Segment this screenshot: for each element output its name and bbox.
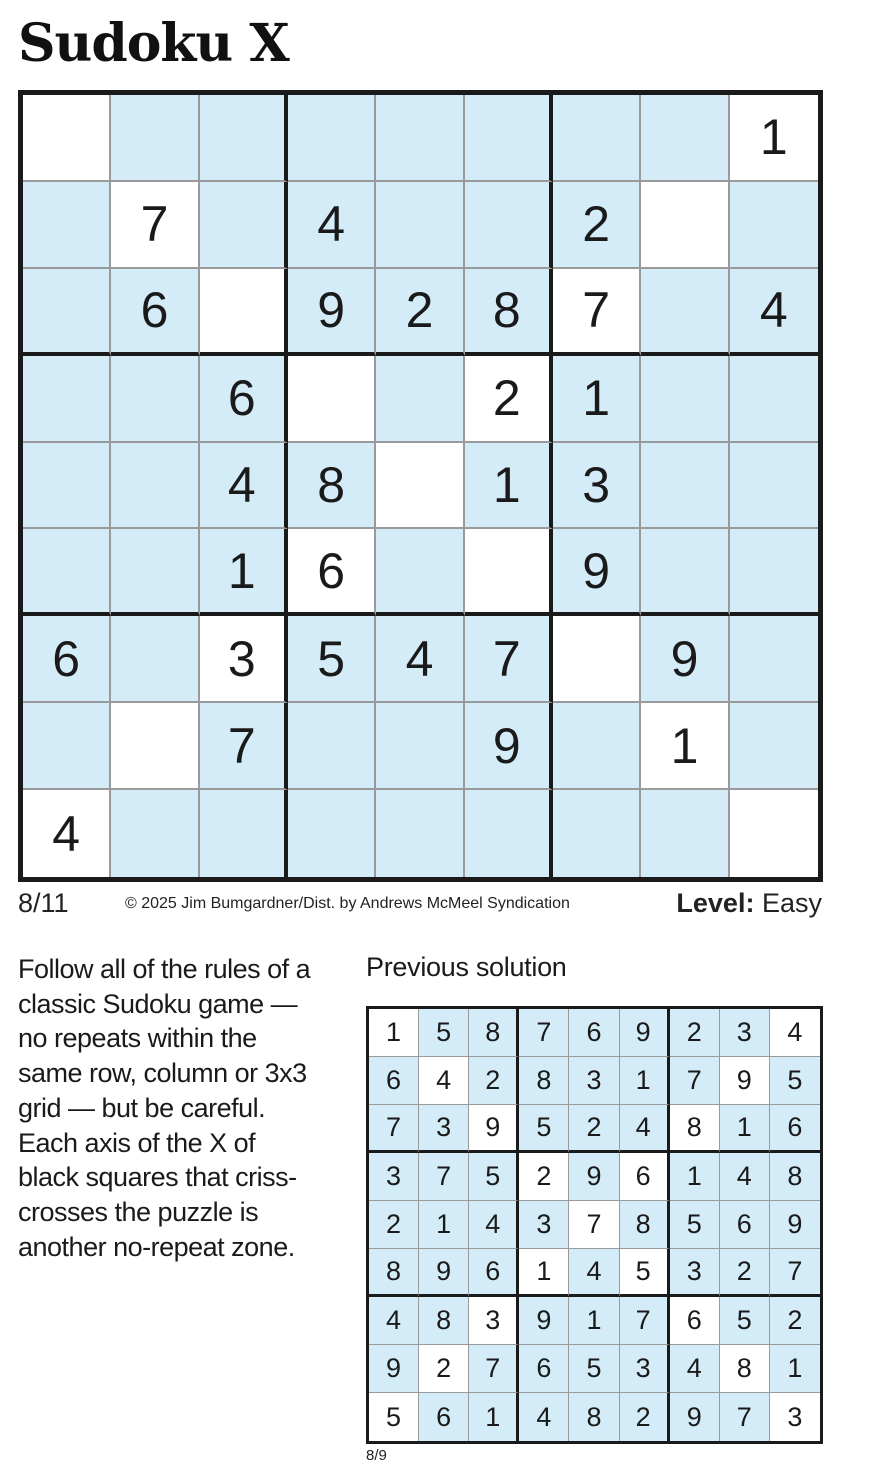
solution-cell: 7 (770, 1249, 820, 1297)
solution-cell: 1 (369, 1009, 419, 1057)
solution-cell: 8 (369, 1249, 419, 1297)
sudoku-cell[interactable] (641, 790, 729, 877)
sudoku-cell[interactable] (730, 443, 818, 530)
sudoku-cell[interactable] (376, 182, 464, 269)
sudoku-cell[interactable]: 5 (288, 616, 376, 703)
solution-cell: 6 (770, 1105, 820, 1153)
sudoku-cell[interactable] (730, 356, 818, 443)
solution-cell: 2 (670, 1009, 720, 1057)
sudoku-cell[interactable] (465, 790, 553, 877)
sudoku-cell[interactable]: 7 (465, 616, 553, 703)
previous-solution-date: 8/9 (366, 1447, 387, 1464)
solution-cell: 3 (670, 1249, 720, 1297)
sudoku-cell[interactable] (288, 356, 376, 443)
sudoku-cell[interactable]: 7 (553, 269, 641, 356)
solution-cell: 1 (469, 1393, 519, 1441)
solution-cell: 9 (469, 1105, 519, 1153)
sudoku-cell[interactable] (288, 95, 376, 182)
sudoku-cell[interactable] (465, 95, 553, 182)
sudoku-cell[interactable] (641, 443, 729, 530)
sudoku-cell[interactable] (641, 356, 729, 443)
sudoku-cell[interactable] (111, 616, 199, 703)
sudoku-cell[interactable] (23, 356, 111, 443)
sudoku-cell[interactable] (465, 182, 553, 269)
sudoku-cell[interactable]: 9 (465, 703, 553, 790)
solution-cell: 4 (720, 1153, 770, 1201)
sudoku-cell[interactable] (200, 790, 288, 877)
solution-cell: 7 (519, 1009, 569, 1057)
solution-cell: 2 (620, 1393, 670, 1441)
solution-cell: 8 (469, 1009, 519, 1057)
sudoku-cell[interactable] (376, 529, 464, 616)
sudoku-cell[interactable] (730, 703, 818, 790)
sudoku-cell[interactable] (641, 529, 729, 616)
solution-cell: 2 (770, 1297, 820, 1345)
solution-cell: 2 (469, 1057, 519, 1105)
sudoku-cell[interactable]: 4 (23, 790, 111, 877)
sudoku-cell[interactable] (730, 790, 818, 877)
copyright-notice: © 2025 Jim Bumgardner/Dist. by Andrews McMeel Syndication (125, 895, 570, 912)
solution-cell: 1 (620, 1057, 670, 1105)
solution-cell: 9 (369, 1345, 419, 1393)
solution-cell: 4 (770, 1009, 820, 1057)
sudoku-cell[interactable] (465, 529, 553, 616)
solution-cell: 5 (469, 1153, 519, 1201)
solution-cell: 8 (620, 1201, 670, 1249)
sudoku-cell[interactable] (376, 703, 464, 790)
sudoku-cell[interactable] (23, 269, 111, 356)
sudoku-cell[interactable] (23, 703, 111, 790)
solution-cell: 4 (519, 1393, 569, 1441)
sudoku-cell[interactable]: 6 (111, 269, 199, 356)
instructions-text: Follow all of the rules of a classic Sudoku game — no repeats within the same row, column or 3x3 grid — but be careful. Each axis of the X of black squares that criss-crosses the puzzle is another no-repeat zone. (18, 954, 311, 1262)
solution-cell: 1 (720, 1105, 770, 1153)
sudoku-cell[interactable] (111, 356, 199, 443)
sudoku-cell[interactable]: 2 (376, 269, 464, 356)
solution-cell: 3 (720, 1009, 770, 1057)
puzzle-date: 8/11 (18, 888, 69, 918)
level-label: Level: (676, 888, 755, 918)
solution-cell: 4 (569, 1249, 619, 1297)
sudoku-cell[interactable]: 4 (376, 616, 464, 703)
solution-cell: 6 (519, 1345, 569, 1393)
solution-cell: 7 (469, 1345, 519, 1393)
sudoku-cell[interactable] (111, 703, 199, 790)
sudoku-cell[interactable]: 1 (553, 356, 641, 443)
solution-cell: 1 (670, 1153, 720, 1201)
solution-cell: 3 (770, 1393, 820, 1441)
solution-cell: 4 (369, 1297, 419, 1345)
sudoku-cell[interactable]: 8 (288, 443, 376, 530)
solution-cell: 2 (369, 1201, 419, 1249)
solution-cell: 8 (670, 1105, 720, 1153)
sudoku-grid (18, 90, 823, 882)
solution-cell: 7 (720, 1393, 770, 1441)
solution-cell: 1 (770, 1345, 820, 1393)
solution-cell: 4 (620, 1105, 670, 1153)
solution-cell: 9 (519, 1297, 569, 1345)
difficulty-level (676, 888, 822, 919)
solution-cell: 1 (419, 1201, 469, 1249)
sudoku-cell[interactable]: 6 (288, 529, 376, 616)
sudoku-cell[interactable] (730, 529, 818, 616)
level-value: Easy (761, 888, 822, 918)
sudoku-cell[interactable]: 2 (553, 182, 641, 269)
solution-cell: 3 (620, 1345, 670, 1393)
sudoku-cell[interactable] (376, 356, 464, 443)
solution-cell: 6 (469, 1249, 519, 1297)
solution-cell: 2 (519, 1153, 569, 1201)
sudoku-cell[interactable]: 3 (553, 443, 641, 530)
solution-cell: 3 (569, 1057, 619, 1105)
solution-cell: 7 (670, 1057, 720, 1105)
solution-cell: 9 (419, 1249, 469, 1297)
solution-cell: 7 (569, 1201, 619, 1249)
solution-cell: 9 (569, 1153, 619, 1201)
solution-cell: 8 (720, 1345, 770, 1393)
solution-cell: 2 (720, 1249, 770, 1297)
sudoku-cell[interactable] (288, 703, 376, 790)
sudoku-cell[interactable] (200, 95, 288, 182)
solution-cell: 6 (369, 1057, 419, 1105)
solution-cell: 5 (670, 1201, 720, 1249)
solution-cell: 8 (770, 1153, 820, 1201)
sudoku-cell[interactable]: 4 (288, 182, 376, 269)
sudoku-cell[interactable]: 9 (288, 269, 376, 356)
sudoku-cell[interactable] (730, 616, 818, 703)
sudoku-cell[interactable] (730, 182, 818, 269)
previous-solution-title: Previous solution (366, 952, 567, 982)
solution-cell: 4 (469, 1201, 519, 1249)
solution-cell: 5 (770, 1057, 820, 1105)
solution-cell: 7 (369, 1105, 419, 1153)
sudoku-cell[interactable]: 7 (200, 703, 288, 790)
solution-cell: 9 (720, 1057, 770, 1105)
sudoku-cell[interactable] (23, 182, 111, 269)
solution-cell: 7 (620, 1297, 670, 1345)
sudoku-cell[interactable]: 4 (200, 443, 288, 530)
solution-cell: 6 (569, 1009, 619, 1057)
sudoku-cell[interactable]: 8 (465, 269, 553, 356)
solution-cell: 6 (620, 1153, 670, 1201)
solution-cell: 2 (569, 1105, 619, 1153)
solution-cell: 6 (419, 1393, 469, 1441)
sudoku-cell[interactable]: 1 (641, 703, 729, 790)
sudoku-cell[interactable]: 1 (200, 529, 288, 616)
sudoku-cell[interactable]: 1 (465, 443, 553, 530)
sudoku-cell[interactable] (641, 95, 729, 182)
solution-cell: 4 (419, 1057, 469, 1105)
solution-cell: 4 (670, 1345, 720, 1393)
solution-cell: 5 (569, 1345, 619, 1393)
sudoku-cell[interactable]: 6 (23, 616, 111, 703)
solution-cell: 7 (419, 1153, 469, 1201)
sudoku-cell[interactable]: 2 (465, 356, 553, 443)
solution-cell: 9 (620, 1009, 670, 1057)
sudoku-cell[interactable] (111, 790, 199, 877)
solution-cell: 5 (620, 1249, 670, 1297)
sudoku-cell[interactable] (111, 95, 199, 182)
solution-cell: 5 (519, 1105, 569, 1153)
sudoku-cell[interactable]: 1 (730, 95, 818, 182)
sudoku-cell[interactable] (376, 443, 464, 530)
sudoku-cell[interactable]: 3 (200, 616, 288, 703)
solution-cell: 8 (419, 1297, 469, 1345)
sudoku-cell[interactable]: 9 (641, 616, 729, 703)
sudoku-cell[interactable]: 7 (111, 182, 199, 269)
sudoku-cell[interactable]: 9 (553, 529, 641, 616)
solution-cell: 6 (670, 1297, 720, 1345)
solution-cell: 8 (519, 1057, 569, 1105)
solution-cell: 3 (469, 1297, 519, 1345)
sudoku-cell[interactable] (641, 182, 729, 269)
sudoku-cell[interactable] (641, 269, 729, 356)
solution-cell: 5 (419, 1009, 469, 1057)
sudoku-cell[interactable] (288, 790, 376, 877)
solution-cell: 8 (569, 1393, 619, 1441)
solution-cell: 2 (419, 1345, 469, 1393)
sudoku-cell[interactable] (23, 95, 111, 182)
solution-cell: 3 (419, 1105, 469, 1153)
sudoku-cell[interactable] (23, 529, 111, 616)
solution-cell: 5 (720, 1297, 770, 1345)
sudoku-cell[interactable]: 6 (200, 356, 288, 443)
solution-cell: 9 (770, 1201, 820, 1249)
solution-cell: 3 (519, 1201, 569, 1249)
sudoku-cell[interactable] (376, 790, 464, 877)
solution-cell: 1 (519, 1249, 569, 1297)
sudoku-cell[interactable] (553, 790, 641, 877)
sudoku-cell[interactable] (111, 443, 199, 530)
solution-cell: 1 (569, 1297, 619, 1345)
previous-solution-grid (366, 1006, 823, 1444)
sudoku-cell[interactable] (376, 95, 464, 182)
puzzle-title: Sudoku X (18, 13, 289, 74)
sudoku-cell[interactable] (23, 443, 111, 530)
sudoku-cell[interactable] (111, 529, 199, 616)
solution-cell: 3 (369, 1153, 419, 1201)
sudoku-cell[interactable]: 4 (730, 269, 818, 356)
solution-cell: 5 (369, 1393, 419, 1441)
sudoku-cell[interactable] (553, 703, 641, 790)
sudoku-cell[interactable] (553, 95, 641, 182)
sudoku-cell[interactable] (200, 182, 288, 269)
sudoku-cell[interactable] (553, 616, 641, 703)
sudoku-cell[interactable] (200, 269, 288, 356)
solution-cell: 9 (670, 1393, 720, 1441)
solution-cell: 6 (720, 1201, 770, 1249)
